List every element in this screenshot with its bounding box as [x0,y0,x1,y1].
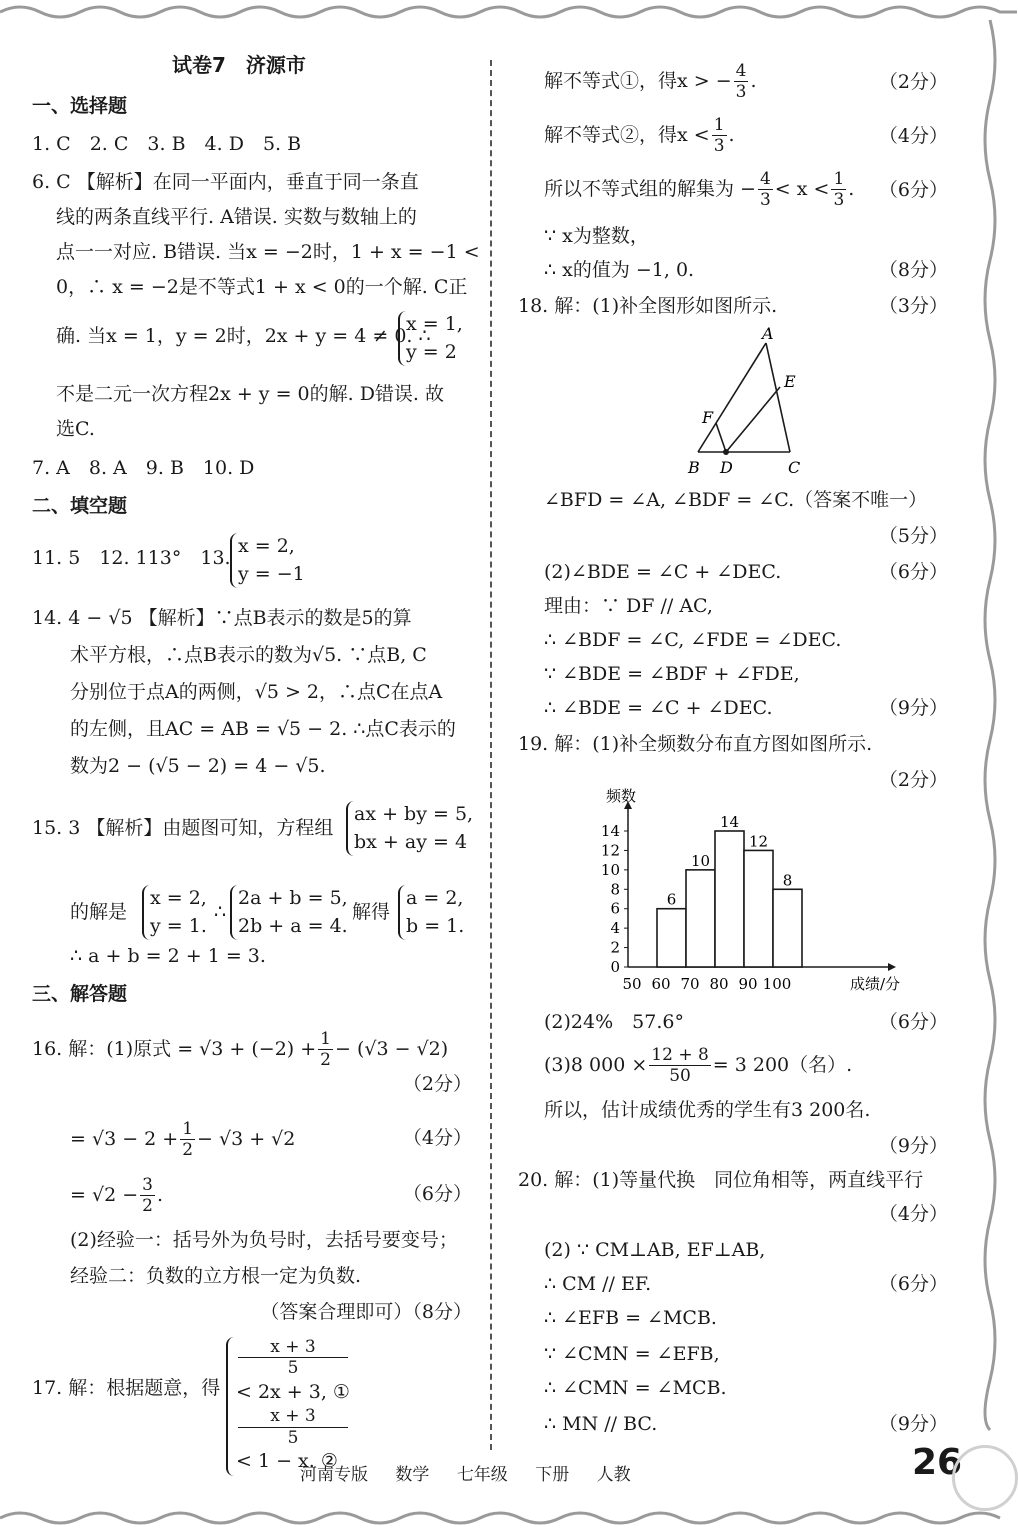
q16-line-5: 经验二：负数的立方根一定为负数. [70,1265,362,1287]
q6-line-5: 确. 当x = 1，y = 2时，2x + y = 4 ≠ 0. ∴ [56,325,431,347]
page-title: 试卷7 济源市 [172,53,306,77]
r-line-5: ∴ x的值为 −1, 0. [544,259,695,281]
section-fill: 二、填空题 [32,495,128,517]
q18-score-4: （9分） [878,697,948,719]
q16-score-2: （4分） [402,1127,472,1149]
triangle-figure [678,324,818,477]
q15-line-1: 15. 3 【解析】由题图可知，方程组 [32,817,334,839]
y-tick-label: 14 [600,822,620,840]
x-tick-label: 100 [762,975,792,993]
q6-line-2: 线的两条直线平行. A错误. 实数与数轴上的 [56,206,417,228]
label-e: E [784,372,796,391]
bar-value-label: 14 [719,813,740,831]
q19-line-2: (2)24% 57.6° [544,1011,684,1033]
q6-line-3: 点一一对应. B错误. 当x = −2时，1 + x = −1 < [56,241,480,263]
q15-line-3: ∴ a + b = 2 + 1 = 3. [70,945,266,967]
q15-system-3: 2a + b = 5, 2b + a = 4. [230,885,348,940]
bar-value-label: 8 [782,871,793,890]
q19-score-3: （9分） [878,1135,948,1157]
q18-line-5: ∴ ∠BDF = ∠C, ∠FDE = ∠DEC. [544,629,842,651]
q6-line-6: 不是二元一次方程2x + y = 0的解. D错误. 故 [56,383,445,405]
q6-line-1: 6. C 【解析】在同一平面内，垂直于同一条直 [32,171,419,193]
q20-line-6: ∴ ∠CMN = ∠MCB. [544,1377,727,1399]
watermark-seal [952,1445,1018,1511]
r-line-1: 解不等式①，得x > − $\frac{4}{3}$ . [544,61,757,103]
x-tick-label: 60 [651,975,671,993]
q16-line-1: 16. 解：(1)原式 = √3 + (−2) + $\frac{1}{2}$ − (√3 − √2) [32,1029,449,1071]
x-axis-label: 成绩/分 [850,975,901,993]
y-tick-label: 2 [610,938,620,957]
q6-line-4: 0，∴ x = −2是不等式1 + x < 0的一个解. C正 [56,276,468,298]
q14-line-3: 分别位于点A的两侧，√5 > 2，∴点C在点A [70,681,443,703]
r-line-3: 所以不等式组的解集为 − $\frac{4}{3}$ < x < $\frac{1}{3}$ . [544,169,855,211]
q19-line-1: 19. 解：(1)补全频数分布直方图如图所示. [518,733,873,755]
y-tick-label: 12 [600,841,620,860]
q20-score-1: （4分） [878,1203,948,1225]
answers-11-13: 11. 5 12. 113° 13. [32,547,231,569]
label-f: F [702,408,714,427]
q14-line-1: 14. 4 − √5 【解析】∵点B表示的数是5的算 [32,607,412,629]
answers-7-10: 7. A 8. A 9. B 10. D [32,457,255,479]
y-tick-label: 10 [600,860,620,879]
bar-value-label: 6 [666,890,677,909]
y-axis-label: 频数 [606,787,637,805]
r-score-2: （4分） [878,125,948,147]
x-tick-label: 70 [680,975,700,993]
q19-score-2: （6分） [878,1011,948,1033]
q16-score-1: （2分） [402,1073,472,1095]
segment-ab [698,343,766,452]
segment-df [716,423,726,452]
q14-line-4: 的左侧，且AC = AB = √5 − 2. ∴点C表示的 [70,718,456,740]
footer-subject: 数学 [395,1465,430,1485]
histogram-bar [744,850,773,967]
q14-line-2: 术平方根，∴点B表示的数为√5. ∵点B, C [70,644,427,666]
q15-therefore: ∴ [214,901,227,923]
q16-line-3: = √2 − $\frac{3}{2}$ . [70,1175,163,1217]
q20-score-2: （6分） [878,1273,948,1295]
x-tick-label: 50 [622,975,642,993]
section-solve: 三、解答题 [32,983,128,1005]
q18-line-1: 18. 解：(1)补全图形如图所示. [518,295,778,317]
histogram-bar [686,870,715,967]
q19-line-4: 所以，估计成绩优秀的学生有3 200名. [544,1099,871,1121]
q19-score-1: （2分） [878,769,948,791]
bar-value-label: 10 [690,851,711,870]
q19-line-3: (3)8 000 × $\frac{12 + 8}{50}$ = 3 200（名）. [544,1045,853,1087]
footer-grade: 七年级 [456,1465,508,1485]
r-score-5: （8分） [878,259,948,281]
r-line-4: ∵ x为整数， [544,225,649,247]
q18-line-2: ∠BFD = ∠A, ∠BDF = ∠C.（答案不唯一） [544,489,928,511]
footer-edition: 河南专版 [300,1465,368,1485]
histogram-bar [657,909,686,967]
label-d: D [720,458,733,477]
q16-score-3: （6分） [402,1183,472,1205]
page-number: 26 [912,1442,963,1483]
q20-line-1: 20. 解：(1)等量代换 同位角相等，两直线平行 [518,1169,924,1191]
q16-line-2: = √3 − 2 + $\frac{1}{2}$ − √3 + √2 [70,1119,296,1161]
x-tick-label: 80 [709,975,729,993]
q13-system: x = 2, y = −1 [230,533,305,588]
q17-system: x + 3 5 < 2x + 3, ① x + 3 5 < 1 − x. ② [226,1337,350,1476]
q18-line-4: 理由：∵ DF // AC, [544,595,713,617]
y-tick-label: 8 [610,880,620,899]
q20-line-7: ∴ MN // BC. [544,1413,658,1435]
answers-1-5: 1. C 2. C 3. B 4. D 5. B [32,133,302,155]
r-score-3: （6分） [878,179,948,201]
q20-line-3: ∴ CM // EF. [544,1273,652,1295]
q18-line-7: ∴ ∠BDE = ∠C + ∠DEC. [544,697,773,719]
r-score-1: （2分） [878,71,948,93]
q20-score-3: （9分） [878,1413,948,1435]
q6-system: x = 1, y = 2 [398,311,463,366]
histogram-bar [715,831,744,967]
point-d [723,449,729,455]
q18-score-1: （3分） [878,295,948,317]
y-tick-label: 4 [610,919,620,938]
label-c: C [788,458,801,477]
r-line-2: 解不等式②，得x < $\frac{1}{3}$ . [544,115,735,157]
column-divider [490,60,492,1450]
q18-score-3: （6分） [878,561,948,583]
x-axis-arrow [888,963,896,971]
section-choice: 一、选择题 [32,95,128,117]
q15-line-2a: 的解是 [70,901,128,923]
page-footer [300,1460,653,1485]
q20-line-5: ∵ ∠CMN = ∠EFB, [544,1343,720,1365]
q15-solve: 解得 [352,901,391,923]
q16-line-4: (2)经验一：括号外为负号时，去括号要变号； [70,1229,458,1251]
footer-publisher: 人教 [596,1465,631,1485]
q15-system-1: ax + by = 5, bx + ay = 4 [346,801,473,856]
q6-line-7: 选C. [56,418,95,440]
label-b: B [688,458,700,477]
segment-de [726,387,780,452]
q20-line-2: (2) ∵ CM⊥AB, EF⊥AB, [544,1239,766,1261]
y-tick-label: 0 [610,958,620,976]
q14-line-5: 数为2 − (√5 − 2) = 4 − √5. [70,755,326,777]
label-a: A [762,324,774,343]
q16-score-4: （答案合理即可）（8分） [260,1301,472,1323]
footer-volume: 下册 [535,1465,570,1485]
segment-ac [766,343,790,452]
q15-system-2: x = 2, y = 1. [142,885,207,940]
histogram-bar [773,889,802,967]
y-tick-label: 6 [610,899,620,918]
x-tick-label: 90 [738,975,758,993]
q18-score-2: （5分） [878,525,948,547]
q15-system-4: a = 2, b = 1. [398,885,464,940]
q18-line-6: ∵ ∠BDE = ∠BDF + ∠FDE, [544,663,800,685]
q20-line-4: ∴ ∠EFB = ∠MCB. [544,1307,717,1329]
q18-line-3: (2)∠BDE = ∠C + ∠DEC. [544,561,782,583]
q17-line-1: 17. 解：根据题意，得 [32,1377,221,1399]
bar-value-label: 12 [748,832,769,851]
frequency-histogram [588,787,901,997]
